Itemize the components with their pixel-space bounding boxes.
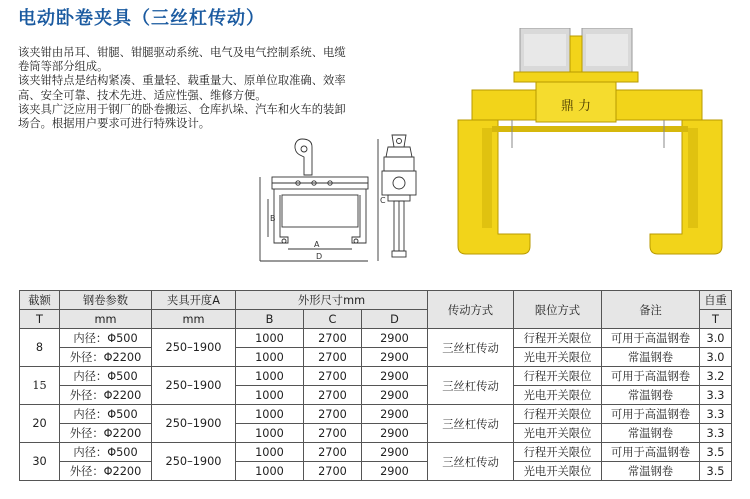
cell-weight: 3.2 [700, 367, 732, 386]
cell-drive: 三丝杠传动 [428, 405, 514, 443]
cell-note: 可用于高温钢卷 [602, 367, 700, 386]
dimension-label-c: C [380, 196, 386, 205]
cell-b: 1000 [236, 405, 304, 424]
description-line: 场合。根据用户要求可进行特殊设计。 [18, 117, 211, 131]
cell-weight: 3.3 [700, 386, 732, 405]
table-row [20, 405, 732, 424]
cell-d: 2900 [362, 443, 428, 462]
cell-note: 常温钢卷 [602, 386, 700, 405]
table-row [20, 462, 732, 481]
header-dims: 外形尺寸mm [236, 291, 428, 310]
side-view-drawing [374, 133, 424, 283]
cell-opening: 250–1900 [152, 405, 236, 443]
cell-d: 2900 [362, 462, 428, 481]
cell-b: 1000 [236, 386, 304, 405]
cell-c: 2700 [304, 386, 362, 405]
cell-limit: 行程开关限位 [514, 329, 602, 348]
header-coil: 钢卷参数 [60, 291, 152, 310]
header-coil-unit: mm [60, 310, 152, 329]
description-line: 该夹具广泛应用于钢厂的卧卷搬运、仓库扒垛、汽车和火车的装卸 [18, 102, 346, 116]
cell-weight: 3.3 [700, 424, 732, 443]
cell-note: 常温钢卷 [602, 424, 700, 443]
header-c: C [304, 310, 362, 329]
cell-c: 2700 [304, 424, 362, 443]
dimension-label-a: A [314, 240, 320, 249]
cell-capacity: 30 [20, 443, 60, 481]
cell-coil: 内径：Φ500 [60, 443, 152, 462]
table-row [20, 386, 732, 405]
cell-c: 2700 [304, 348, 362, 367]
table-row [20, 329, 732, 348]
description-line: 高、安全可靠、技术先进、适应性强、维修方便。 [18, 88, 267, 102]
cell-c: 2700 [304, 443, 362, 462]
cell-weight: 3.5 [700, 462, 732, 481]
cell-drive: 三丝杠传动 [428, 329, 514, 367]
header-drive: 传动方式 [428, 291, 514, 329]
header-limit: 限位方式 [514, 291, 602, 329]
cell-opening: 250–1900 [152, 329, 236, 367]
cell-weight: 3.3 [700, 405, 732, 424]
cell-limit: 光电开关限位 [514, 424, 602, 443]
product-photo [452, 28, 732, 273]
cell-coil: 外径：Φ2200 [60, 348, 152, 367]
cell-d: 2900 [362, 405, 428, 424]
cell-opening: 250–1900 [152, 443, 236, 481]
table-header-row [20, 291, 732, 310]
header-capacity: 截额 [20, 291, 60, 310]
cell-capacity: 8 [20, 329, 60, 367]
cell-b: 1000 [236, 348, 304, 367]
product-description [18, 46, 368, 131]
cell-d: 2900 [362, 329, 428, 348]
cell-note: 可用于高温钢卷 [602, 329, 700, 348]
cell-d: 2900 [362, 367, 428, 386]
cell-note: 常温钢卷 [602, 348, 700, 367]
cell-drive: 三丝杠传动 [428, 443, 514, 481]
cell-coil: 内径：Φ500 [60, 405, 152, 424]
cell-coil: 内径：Φ500 [60, 329, 152, 348]
cell-coil: 内径：Φ500 [60, 367, 152, 386]
cell-weight: 3.5 [700, 443, 732, 462]
cell-d: 2900 [362, 348, 428, 367]
description-line: 该夹钳由吊耳、钳腿、钳腿驱动系统、电气及电气控制系统、电缆 [18, 46, 346, 59]
description-line: 卷筒等部分组成。 [18, 60, 109, 74]
header-d: D [362, 310, 428, 329]
cell-b: 1000 [236, 367, 304, 386]
cell-capacity: 20 [20, 405, 60, 443]
cell-b: 1000 [236, 424, 304, 443]
cell-b: 1000 [236, 462, 304, 481]
cell-weight: 3.0 [700, 329, 732, 348]
header-opening: 夹具开度A [152, 291, 236, 310]
header-note: 备注 [602, 291, 700, 329]
dimension-label-b: B [270, 214, 276, 223]
table-row [20, 424, 732, 443]
description-line: 该夹钳特点是结构紧凑、重量轻、载重量大、原单位取准确、效率 [18, 74, 346, 88]
cell-c: 2700 [304, 329, 362, 348]
cell-limit: 光电开关限位 [514, 462, 602, 481]
cell-note: 可用于高温钢卷 [602, 443, 700, 462]
table-row [20, 367, 732, 386]
table-row [20, 348, 732, 367]
brand-label: 鼎 力 [560, 99, 592, 114]
cell-d: 2900 [362, 424, 428, 443]
cell-b: 1000 [236, 443, 304, 462]
cell-limit: 光电开关限位 [514, 348, 602, 367]
cell-limit: 光电开关限位 [514, 386, 602, 405]
cell-b: 1000 [236, 329, 304, 348]
cell-limit: 行程开关限位 [514, 443, 602, 462]
header-weight-unit: T [700, 310, 732, 329]
cell-note: 常温钢卷 [602, 462, 700, 481]
dimension-label-d: D [316, 252, 323, 261]
cell-coil: 外径：Φ2200 [60, 386, 152, 405]
cell-opening: 250–1900 [152, 367, 236, 405]
header-opening-unit: mm [152, 310, 236, 329]
cell-limit: 行程开关限位 [514, 405, 602, 424]
cell-d: 2900 [362, 386, 428, 405]
cell-c: 2700 [304, 367, 362, 386]
cell-note: 可用于高温钢卷 [602, 405, 700, 424]
cell-c: 2700 [304, 462, 362, 481]
header-b: B [236, 310, 304, 329]
cell-drive: 三丝杠传动 [428, 367, 514, 405]
table-row [20, 443, 732, 462]
cell-coil: 外径：Φ2200 [60, 462, 152, 481]
cell-limit: 行程开关限位 [514, 367, 602, 386]
header-capacity-unit: T [20, 310, 60, 329]
cell-weight: 3.0 [700, 348, 732, 367]
cell-c: 2700 [304, 405, 362, 424]
cell-coil: 外径：Φ2200 [60, 424, 152, 443]
page-title: 电动卧卷夹具（三丝杠传动） [18, 8, 265, 29]
specification-table [19, 290, 732, 481]
cell-capacity: 15 [20, 367, 60, 405]
header-weight: 自重 [700, 291, 732, 310]
